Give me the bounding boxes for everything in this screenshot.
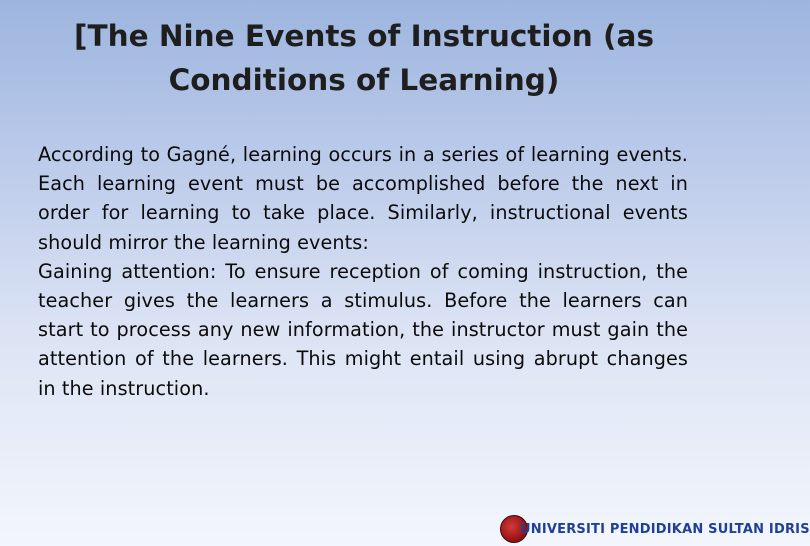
slide-body	[38, 140, 688, 403]
body-paragraph-gaining-attention: Gaining attention: To ensure reception of coming instruction, the teacher gives the learners a stimulus. Before the learners can start to process any new information, the instructor must gain the attention of the learners. This might entail using abrupt changes in the instruction.	[38, 259, 688, 400]
university-logo-text: UNIVERSITI PENDIDIKAN SULTAN IDRIS	[520, 521, 810, 537]
body-paragraph-intro: According to Gagné, learning occurs in a series of learning events. Each learning event must be accomplished before the next in order for learning to take place. Similarly, instructional events should mirror the learning events:	[38, 143, 688, 254]
slide-title	[30, 14, 698, 102]
slide-title-line-2: Conditions of Learning)	[168, 63, 560, 97]
slide-title-line-1: [The Nine Events of Instruction (as	[73, 19, 655, 53]
university-logo	[500, 514, 810, 544]
